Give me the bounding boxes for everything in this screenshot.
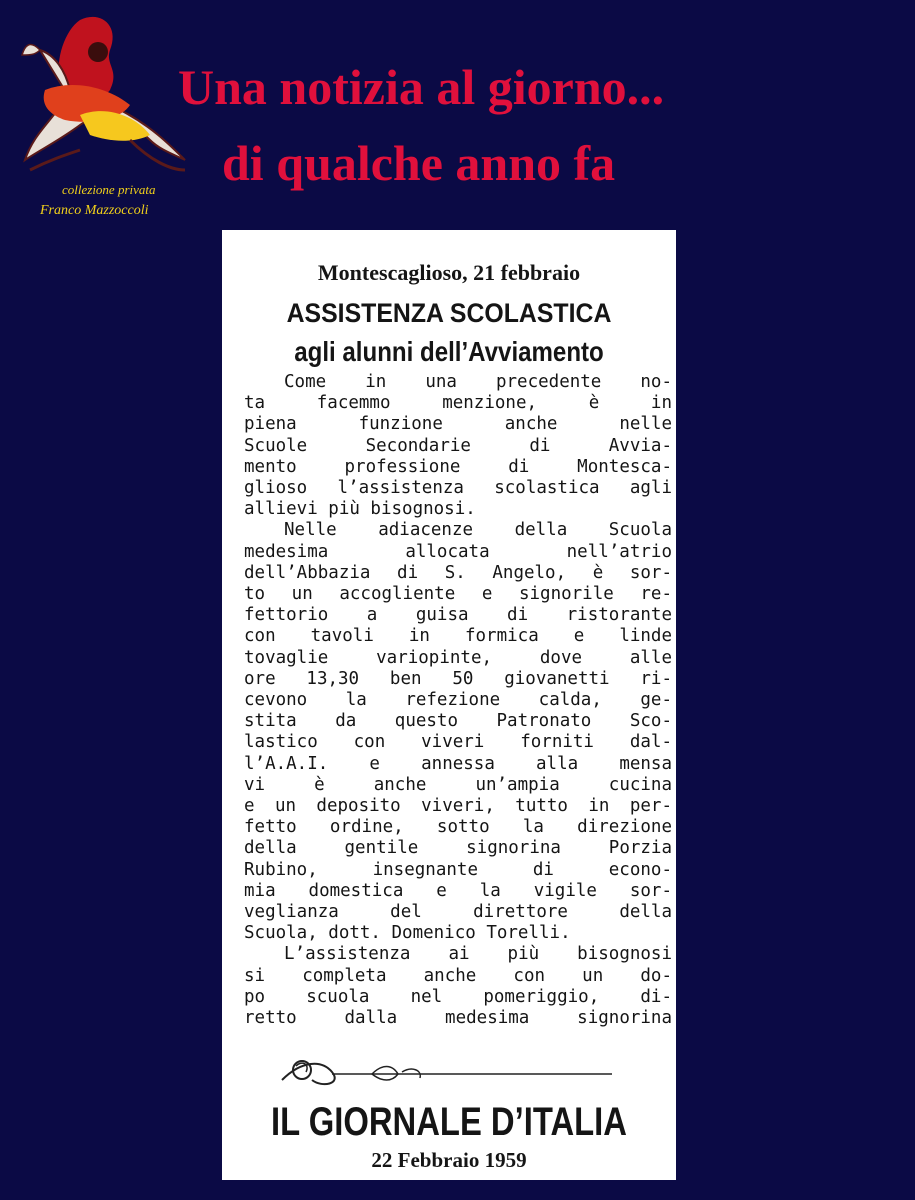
article-line: fetto ordine, sotto la direzione [244,817,672,838]
logo-owner-name: Franco Mazzoccoli [40,203,149,218]
article-line: stita da questo Patronato Sco- [244,711,672,732]
logo-collection-label: collezione privata [62,182,156,197]
article-line: to un accogliente e signorile re- [244,584,672,605]
article-line: po scuola nel pomeriggio, di- [244,986,672,1007]
article-line: mia domestica e la vigile sor- [244,880,672,901]
collection-logo [10,10,190,225]
article-line: veglianza del direttore della [244,902,672,923]
article-line: con tavoli in formica e linde [244,626,672,647]
headline-line-2: di qualche anno fa [222,135,616,191]
flower-ornament-icon [272,1050,632,1090]
article-line: Scuola, dott. Domenico Torelli. [244,923,571,944]
headline-line-1: Una notizia al giorno... [178,59,665,115]
article-line: Come in una precedente no- [284,372,672,392]
article-line: L’assistenza ai più bisognosi [284,944,672,965]
article-line: vi è anche un’ampia cucina [244,774,672,795]
article-line: e un deposito viveri, tutto in per- [244,796,672,817]
article-line: fettorio a guisa di ristorante [244,605,672,626]
article-line: retto dalla medesima signorina [244,1008,672,1029]
article-subtitle: agli alunni dell’Avviamento [294,336,604,367]
article-line: della gentile signorina Porzia [244,838,672,859]
article-line: dell’Abbazia di S. Angelo, è sor- [244,562,672,583]
article-body [244,372,672,1029]
article-line: ore 13,30 ben 50 giovanetti ri- [244,668,672,689]
article-line: allievi più bisognosi. [244,499,476,520]
article-line: piena funzione anche nelle [244,414,672,435]
article-line: Scuole Secondarie di Avvia- [244,435,672,456]
article-line: mento professione di Montesca- [244,456,672,477]
article-line: tovaglie variopinte, dove alle [244,647,672,668]
article-line: Rubino, insegnante di econo- [244,859,672,880]
article-line: cevono la refezione calda, ge- [244,690,672,711]
newspaper-masthead: IL GIORNALE D’ITALIA [271,1100,627,1144]
publication-date: 22 Febbraio 1959 [371,1148,527,1172]
article-line: l’A.A.I. e annessa alla mensa [244,753,672,774]
article-line: lastico con viveri forniti dal- [244,732,672,753]
article-line: Nelle adiacenze della Scuola [284,520,672,541]
article-line: ta facemmo menzione, è in [244,393,672,414]
article-line: glioso l’assistenza scolastica agli [244,478,672,499]
article-line: si completa anche con un do- [244,965,672,986]
article-dateline: Montescaglioso, 21 febbraio [317,260,581,285]
dancer-illustration [10,10,190,190]
article-line: medesima allocata nell’atrio [244,541,672,562]
newspaper-clipping [222,230,676,1180]
article-title: ASSISTENZA SCOLASTICA [286,298,612,328]
